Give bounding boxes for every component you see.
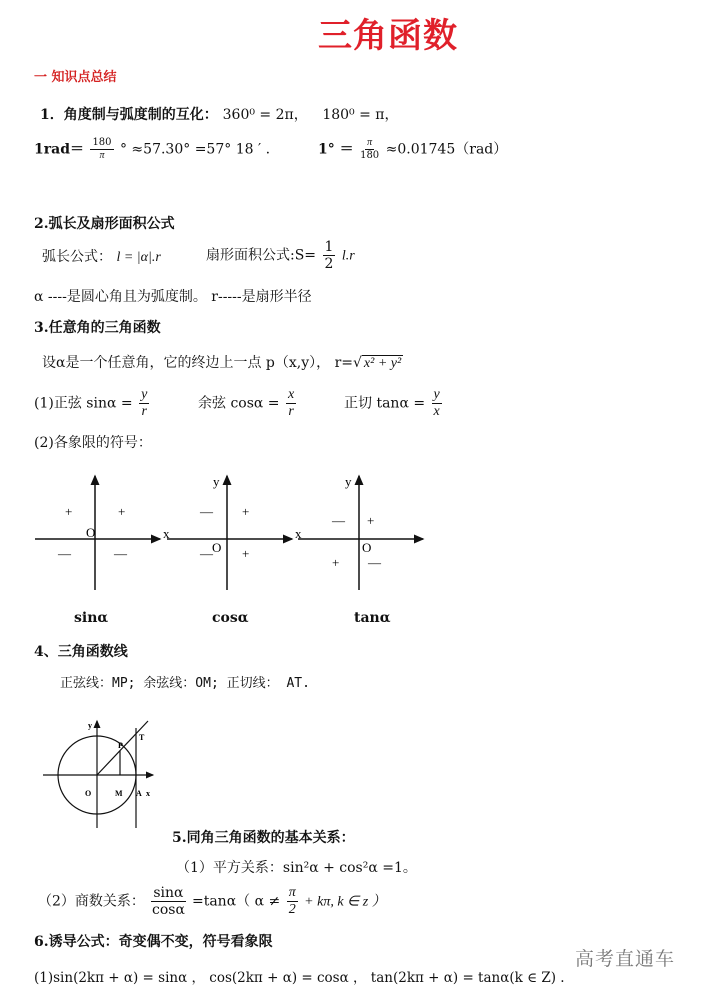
svg-text:—: — [332, 513, 345, 528]
tan-num: y [433, 387, 440, 402]
cos-num: x [288, 387, 295, 402]
s2-note: α ----是圆心角且为弧度制。 r-----是扇形半径 [34, 289, 312, 305]
deg-fraction [360, 138, 379, 161]
s5-square: （1）平方关系：sin²α + cos²α =1。 [176, 860, 417, 876]
section-subtitle: 一 知识点总结 [34, 70, 117, 85]
s1-heading [40, 104, 399, 124]
deg-label: 1° ＝ [318, 141, 354, 158]
svg-text:x: x [295, 526, 302, 541]
svg-text:+: + [65, 504, 73, 519]
sin-den: r [141, 404, 147, 419]
deg-frac-den: 180 [360, 150, 380, 161]
tan-diagram-label: tanα [354, 610, 391, 626]
sin-diagram [35, 476, 170, 590]
quot-cond-num: π [288, 885, 296, 900]
s2-arc-line [42, 246, 161, 266]
sqrt-sign: √ [353, 355, 362, 371]
svg-text:P: P [118, 741, 123, 750]
s5-heading: 5.同角三角函数的基本关系： [172, 830, 355, 846]
quot-rest: + kπ, k ∈ z ） [304, 894, 386, 910]
s4-heading: 4、三角函数线 [34, 644, 128, 660]
svg-text:O: O [212, 540, 222, 555]
sqrt-content: x² + y² [363, 356, 402, 371]
cos-diagram-label: cosα [212, 610, 249, 626]
tan-fraction [432, 388, 442, 419]
rad-frac-num: 180 [92, 137, 112, 148]
s1-formula-360: 360⁰ = 2π， [222, 107, 308, 123]
s5-quotient [38, 886, 386, 917]
s1-heading-text: 1．角度制与弧度制的互化： [40, 107, 218, 123]
svg-text:O: O [85, 789, 92, 798]
sin-diagram-label: sinα [74, 610, 109, 626]
svg-text:y: y [213, 474, 220, 489]
area-label: 扇形面积公式:S= [206, 247, 317, 264]
svg-text:+: + [367, 513, 375, 528]
quot-eq: =tanα（ α ≠ [191, 893, 281, 910]
svg-text:y: y [345, 474, 352, 489]
quadrant-signs-diagrams [30, 470, 430, 630]
svg-text:—: — [368, 555, 381, 570]
s3-heading: 3.任意角的三角函数 [34, 320, 161, 336]
svg-text:x: x [163, 526, 170, 541]
cos-fraction [286, 388, 296, 419]
svg-text:y: y [88, 721, 92, 730]
tan-label: 正切 tanα = [344, 395, 426, 412]
sin-label: (1)正弦 sinα = [34, 395, 133, 412]
svg-text:O: O [362, 540, 372, 555]
svg-text:—: — [114, 546, 127, 561]
unit-circle-diagram [38, 718, 168, 828]
rad-frac-den: π [99, 150, 105, 161]
area-num: 1 [324, 239, 334, 255]
quot-num: sinα [153, 885, 184, 901]
quot-label: （2）商数关系： [38, 893, 145, 910]
svg-text:—: — [200, 504, 213, 519]
svg-text:M: M [115, 789, 123, 798]
cos-diagram [167, 474, 302, 590]
tan-den: x [433, 404, 440, 419]
svg-text:A: A [136, 789, 142, 798]
page-title: 三角函数 [318, 16, 458, 56]
arc-formula: l = |α|.r [116, 250, 161, 265]
rad-label: 1rad＝ [34, 141, 84, 158]
deg-rest: ≈0.01745（rad） [385, 141, 508, 158]
cos-label: 余弦 cosα = [198, 395, 280, 412]
deg-frac-num: π [367, 137, 373, 148]
rad-fraction [90, 138, 113, 161]
svg-text:x: x [146, 789, 150, 798]
svg-text:+: + [242, 504, 250, 519]
s3-intro [42, 352, 403, 372]
sin-fraction [139, 388, 149, 419]
svg-text:+: + [332, 555, 340, 570]
s1-rad-line [34, 138, 270, 161]
tan-diagram [298, 474, 423, 590]
s1-formula-180: 180⁰ = π， [322, 107, 399, 123]
quot-cond-den: 2 [288, 902, 296, 917]
svg-text:—: — [58, 546, 71, 561]
watermark: 高考直通车 [575, 948, 676, 970]
sin-def [34, 388, 151, 419]
svg-text:O: O [86, 525, 96, 540]
area-den: 2 [324, 256, 334, 272]
s3-intro-text: 设α是一个任意角，它的终边上一点 p（x,y）， r= [42, 355, 353, 371]
s2-area-line [206, 240, 355, 271]
svg-text:+: + [242, 546, 250, 561]
tan-def [344, 388, 444, 419]
area-rest: l.r [341, 248, 355, 264]
quot-fraction [151, 886, 185, 917]
s1-deg-line [318, 138, 507, 161]
quot-cond-fraction [287, 886, 298, 917]
arc-label: 弧长公式： [42, 249, 112, 265]
signs-heading: (2)各象限的符号： [34, 435, 152, 451]
area-fraction [323, 240, 336, 271]
sin-num: y [141, 387, 148, 402]
s4-lines: 正弦线：MP; 余弦线：OM; 正切线： AT. [60, 676, 310, 691]
quot-den: cosα [151, 902, 185, 918]
cos-den: r [288, 404, 294, 419]
svg-text:—: — [200, 546, 213, 561]
s2-heading: 2.弧长及扇形面积公式 [34, 216, 175, 232]
svg-text:T: T [139, 733, 145, 742]
cos-def [198, 388, 298, 419]
rad-rest: ° ≈57.30° =57° 18 ′ . [119, 141, 271, 158]
s6-formula: (1)sin(2kπ + α) = sinα ， cos(2kπ + α) = cosα ， tan(2kπ + α) = tanα(k ∈ Z) . [34, 970, 565, 986]
svg-text:+: + [118, 504, 126, 519]
s6-heading: 6.诱导公式：奇变偶不变，符号看象限 [34, 934, 273, 950]
